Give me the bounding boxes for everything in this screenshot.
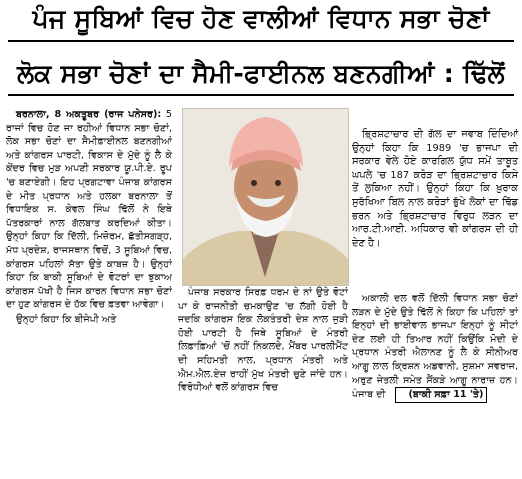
- paragraph: ਭ੍ਰਿਸ਼ਟਾਚਾਰ ਦੀ ਗੱਲ ਦਾ ਜਵਾਬ ਦਿੰਦਿਆਂ ਉਨ੍ਹਾਂ ਕਿਹਾ ਕਿ 1989 'ਚ ਭਾਜਪਾ ਦੀ ਸਰਕਾਰ ਵੇਲੇ ਹੋਏ ਕਾਰਗਿਲ ਯੁੱਧ ਸਮੇਂ ਤਾਬੂਤ ਘਪਲੇ 'ਚ 187 ਕਰੋੜ ਦਾ ਭ੍ਰਿਸ਼ਟਾਚਾਰ ਕਿਸੇ ਤੋਂ ਲੁਕਿਆ ਨਹੀਂ। ਉਨ੍ਹਾਂ ਕਿਹਾ ਕਿ ਖ਼ੁਰਾਕ ਸੁਰੱਖਿਆ ਬਿਲ ਨਾਲ ਕਰੋੜਾਂ ਭੁੱਖੇ ਲੋਕਾਂ ਦਾ ਢਿੱਡ ਭਰਨ ਅਤੇ ਭ੍ਰਿਸ਼ਟਾਚਾਰ ਵਿਰੁਧ ਲੜਨ ਦਾ ਆਰ.ਟੀ.ਆਈ. ਅਧਿਕਾਰ ਵੀ ਕਾਂਗਰਸ ਦੀ ਹੀ ਦੇਣ ਹੈ।: [352, 129, 518, 249]
- article-body: [6, 108, 172, 312]
- paragraph: [352, 292, 518, 403]
- paragraph: ਉਨ੍ਹਾਂ ਕਿਹਾ ਕਿ ਬੀਜੇਪੀ ਅਤੇ: [16, 313, 117, 325]
- dateline: ਬਰਨਾਲਾ, 8 ਅਕਤੂਬਰ (ਰਾਜ ਪਨੇਸਰ):: [16, 109, 162, 120]
- article-column-right-continued: [352, 292, 518, 404]
- paragraph: 5 ਰਾਜਾਂ ਵਿਚ ਹੋਣ ਜਾ ਰਹੀਆਂ ਵਿਧਾਨ ਸਭਾ ਚੋਣਾਂ, ਲੋਕ ਸਭਾ ਚੋਣਾਂ ਦਾ ਸੈਮੀਫ਼ਾਈਨਲ ਬਣਨਗੀਆਂ ਅਤੇ ਕਾਂਗਰਸ ਪਾਰਟੀ, ਵਿਕਾਸ ਦੇ ਮੁੱਦੇ ਨੂੰ ਲੈ ਕੇ ਕੇਂਦਰ ਵਿਚ ਮੁੜ ਅਪਣੀ ਸਰਕਾਰ ਯੂ.ਪੀ.ਏ. ਰੂਪ 'ਚ ਬਣਾਏਗੀ। ਇਹ ਪ੍ਰਗਟਾਵਾ ਪੰਜਾਬ ਕਾਂਗਰਸ ਦੇ ਮੀਤ ਪ੍ਰਧਾਨ ਅਤੇ ਹਲਕਾ ਬਰਨਾਲਾ ਤੋਂ ਵਿਧਾਇਕ ਸ. ਕੇਵਲ ਸਿੰਘ ਢਿੱਲੋਂ ਨੇ ਇਥੇ ਪੱਤਰਕਾਰਾਂ ਨਾਲ ਗੱਲਬਾਤ ਕਰਦਿਆਂ ਕੀਤਾ। ਉਨ੍ਹਾਂ ਕਿਹਾ ਕਿ ਦਿੱਲੀ, ਮਿਜ਼ੋਰਮ, ਛੱਤੀਸਗੜ੍ਹ, ਮੱਧ ਪ੍ਰਦੇਸ਼, ਰਾਜਸਥਾਨ ਵਿਚੋਂ, 3 ਸੂਬਿਆਂ ਵਿਚ, ਕਾਂਗਰਸ ਪਹਿਲਾਂ ਸੱਤਾ ਉਤੇ ਕਾਬਜ਼ ਹੈ। ਉਨ੍ਹਾਂ ਕਿਹਾ ਕਿ ਬਾਕੀ ਸੂਬਿਆਂ ਦੇ ਵੋਟਰਾਂ ਦਾ ਝੁਕਾਅ ਕਾਂਗਰਸ ਪੱਖੀ ਹੈ ਜਿਸ ਕਾਰਨ ਵਿਧਾਨ ਸਭਾ ਚੋਣਾਂ ਦਾ ਹੁਣ ਕਾਂਗਰਸ ਦੇ ਹੱਕ ਵਿਚ ਫ਼ਤਵਾ ਆਵੇਗਾ।: [6, 109, 172, 311]
- article-column-right: [352, 4, 518, 251]
- article-column-middle: [178, 286, 348, 396]
- headline-line-1: ਪੰਜ ਸੂਬਿਆਂ ਵਿਚ ਹੋਣ ਵਾਲੀਆਂ ਵਿਧਾਨ ਸਭਾ ਚੋਣਾਂ: [32, 4, 490, 33]
- portrait-image: [183, 109, 348, 285]
- portrait-photo: [182, 108, 349, 286]
- headline-line-2: ਲੋਕ ਸਭਾ ਚੋਣਾਂ ਦਾ ਸੈਮੀ-ਫਾਈਨਲ ਬਣਨਗੀਆਂ : ਢਿੱਲੋਂ: [17, 59, 505, 88]
- paragraph-text: ਅਕਾਲੀ ਦਲ ਵਲੋਂ ਦਿੱਲੀ ਵਿਧਾਨ ਸਭਾ ਚੋਣਾਂ ਲੜਨ ਦੇ ਮੁੱਦੇ ਉਤੇ ਢਿੱਲੋਂ ਨੇ ਕਿਹਾ ਕਿ ਪਹਿਲਾਂ ਤਾਂ ਇਨ੍ਹਾਂ ਦੀ ਭਾਈਵਾਲ ਭਾਜਪਾ ਇਨ੍ਹਾਂ ਨੂੰ ਸੀਟਾਂ ਦੇਣ ਲਈ ਹੀ ਤਿਆਰ ਨਹੀਂ ਕਿਉਂਕਿ ਮੋਦੀ ਦੇ ਪ੍ਰਧਾਨ ਮੰਤਰੀ ਐਲਾਨਣ ਨੂੰ ਲੈ ਕੇ ਸੀਨੀਅਰ ਆਗੂ ਲਾਲ ਕ੍ਰਿਸ਼ਨ ਅਡਵਾਨੀ, ਸੁਸ਼ਮਾ ਸਵਰਾਜ, ਅਰੁਣ ਜੇਤਲੀ ਸਮੇਤ ਸੈਂਕੜੇ ਆਗੂ ਨਾਰਾਜ਼ ਹਨ। ਪੰਜਾਬ ਦੀ: [352, 293, 518, 401]
- article-column-left: [6, 108, 172, 328]
- paragraph: ਪੰਜਾਬ ਸਰਕਾਰ ਸਿਰਫ਼ ਧਰਮ ਦੇ ਨਾਂ ਉਤੇ ਵੋਟਾਂ ਪਾ ਕੇ ਰਾਜਨੀਤੀ ਚਮਕਾਉਣ 'ਚ ਲੱਗੀ ਹੋਈ ਹੈ ਜਦਕਿ ਕਾਂਗਰਸ ਇਕ ਲੋਕਤੰਤਰੀ ਦੇਸ਼ ਨਾਲ ਜੁੜੀ ਹੋਈ ਪਾਰਟੀ ਹੈ ਜਿਥੇ ਸੂਬਿਆਂ ਦੇ ਮੰਤਰੀ ਲਿਫ਼ਾਫ਼ਿਆਂ 'ਚੋਂ ਨਹੀਂ ਨਿਕਲਦੇ, ਮੈਂਬਰ ਪਾਰਲੀਮੈਂਟ ਦੀ ਸਹਿਮਤੀ ਨਾਲ, ਪ੍ਰਧਾਨ ਮੰਤਰੀ ਅਤੇ ਐਮ.ਐਲ.ਏਜ਼ ਰਾਹੀਂ ਮੁੱਖ ਮੰਤਰੀ ਚੁਣੇ ਜਾਂਦੇ ਹਨ। ਵਿਰੋਧੀਆਂ ਵਲੋਂ ਕਾਂਗਰਸ ਵਿਚ: [178, 287, 348, 394]
- continued-label: (ਬਾਕੀ ਸਫ਼ਾ 11 'ਤੇ): [395, 387, 488, 403]
